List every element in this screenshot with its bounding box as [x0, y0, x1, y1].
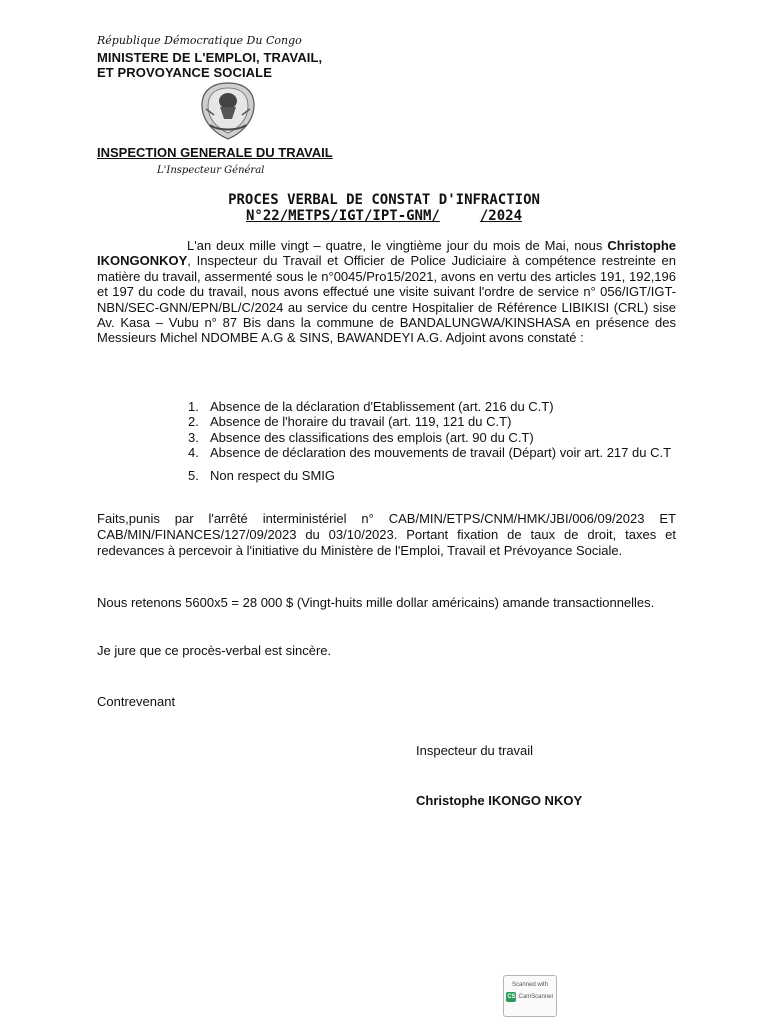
amount-paragraph: Nous retenons 5600x5 = 28 000 $ (Vingt-huits mille dollar américains) amande transactionnelles.	[97, 595, 655, 610]
contrevenant-label: Contrevenant	[97, 694, 176, 709]
list-item-text: Absence de la déclaration d'Etablissement (art. 216 du C.T)	[210, 399, 554, 414]
list-item-text: Absence de déclaration des mouvements de travail (Départ) voir art. 217 du C.T	[210, 445, 672, 461]
oath-statement: Je jure que ce procès-verbal est sincère.	[97, 643, 332, 658]
infractions-list	[188, 399, 678, 483]
document-title: PROCES VERBAL DE CONSTAT D'INFRACTION	[228, 192, 540, 208]
intro-paragraph	[97, 238, 676, 346]
reference-prefix: N°22/METPS/IGT/IPT-GNM/	[245, 208, 440, 224]
list-item-text: Absence des classifications des emplois (art. 90 du C.T)	[210, 429, 534, 445]
list-item-text: Absence de l'horaire du travail (art. 119, 121 du C.T)	[210, 414, 512, 430]
intro-rest: , Inspecteur du Travail et Officier de Police Judiciaire à compétence restreinte en matière du travail, assermenté sous le n°0045/Pro15/2021, avons en vertu des articles 191, 192,196 et 197 du code du travail, nous avons effectué une visite suivant l'ordre de service n° 056/IGT/IGT-NBN/SEC-GNN/EPN/BL/C/2024 au service du centre Hospitalier de Référence LIBIKISI (CRL) sise Av. Kasa – Vubu n° 87 Bis dans la commune de BANDALUNGWA/KINSHASA en présence des Messieurs Michel NDOMBE A.G & SINS, BAWANDEYI A.G. Adjoint avons constaté :	[97, 253, 676, 346]
list-item-number: 3.	[188, 429, 199, 445]
list-item	[188, 399, 678, 414]
list-spacer	[188, 461, 678, 468]
camscanner-watermark	[503, 975, 557, 1017]
inspector-name: Christophe IKONGONKOY	[97, 238, 676, 269]
watermark-caption: Scanned with	[511, 982, 549, 988]
list-item	[188, 445, 678, 460]
camscanner-logo-icon: CS	[507, 994, 516, 1000]
document-reference	[0, 208, 768, 224]
watermark-app-name: CamScanner	[518, 994, 554, 1000]
republic-heading: République Démocratique Du Congo	[97, 34, 302, 47]
signatory-name: Christophe IKONGO NKOY	[416, 793, 583, 808]
signatory-role: Inspecteur du travail	[416, 743, 534, 758]
reference-suffix: /2024	[479, 208, 523, 224]
list-item-text: Non respect du SMIG	[210, 467, 335, 483]
inspecteur-general-label: L'Inspecteur Général	[157, 165, 265, 176]
intro-start: L'an deux mille vingt – quatre, le vingtième jour du mois de Mai, nous	[187, 238, 608, 253]
list-item	[188, 468, 678, 483]
list-item	[188, 414, 678, 429]
coat-of-arms-emblem	[192, 79, 264, 143]
ministry-heading-line2: ET PROVOYANCE SOCIALE	[97, 65, 272, 80]
list-item-number: 1.	[188, 399, 199, 414]
inspection-heading: INSPECTION GENERALE DU TRAVAIL	[97, 145, 333, 160]
ministry-heading-line1: MINISTERE DE L'EMPLOI, TRAVAIL,	[97, 50, 323, 65]
list-item-number: 2.	[188, 414, 199, 430]
list-item-number: 5.	[188, 467, 199, 483]
faits-paragraph: Faits,punis par l'arrêté interministériel n° CAB/MIN/ETPS/CNM/HMK/JBI/006/09/2023 ET CAB/MIN/FINANCES/127/09/2023 du 03/10/2023. Portant fixation de taux de droit, taxes et redevances à percevoir à l'initiative du Ministère de l'Emploi, Travail et Prévoyance Sociale.	[97, 511, 676, 558]
list-item	[188, 430, 678, 445]
list-item-number: 4.	[188, 445, 199, 461]
